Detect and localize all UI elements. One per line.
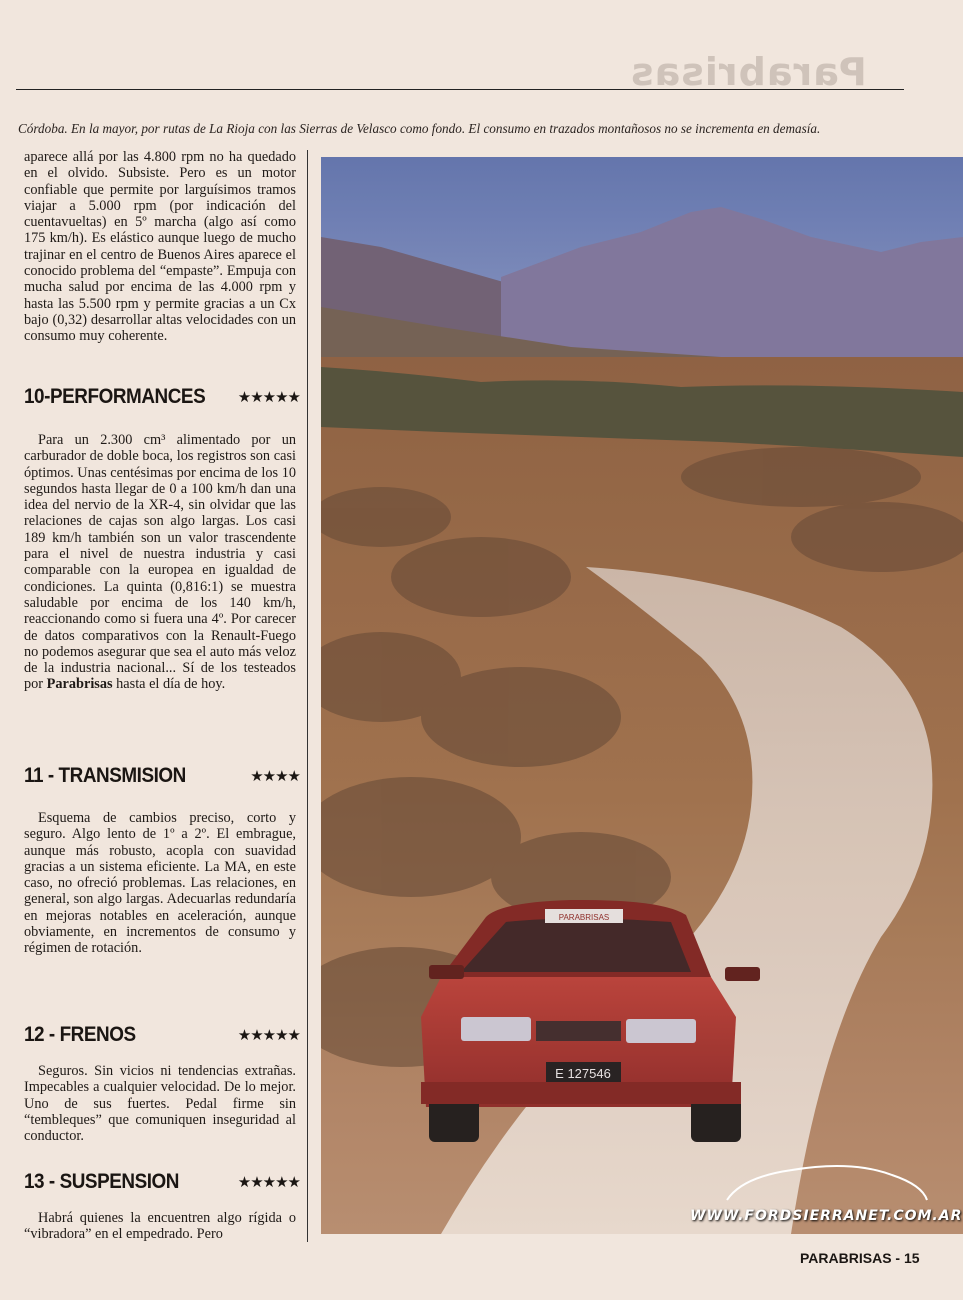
intro-paragraph (24, 149, 296, 345)
section-transmision-heading (24, 764, 300, 788)
section-performances-heading (24, 385, 300, 409)
watermark-car-outline-icon (722, 1155, 932, 1210)
photo-illustration (321, 157, 963, 1234)
section-text: Habrá quienes la encuentren algo rígida o “vibradora” en el empedrado. Pero (24, 1210, 296, 1243)
road-photo (321, 157, 963, 1234)
rating-stars: ★★★★★ (237, 1173, 300, 1191)
license-plate: E 127546 (555, 1066, 611, 1081)
performances-text-end: hasta el día de hoy. (112, 676, 226, 693)
intro-text: aparece allá por las 4.800 rpm no ha quedado en el olvido. Subsiste. Pero es un motor confiable que permite por larguísimos tramos viajar a 5.000 rpm (por indicación del cuentavueltas) en 5º marcha (algo así como 175 km/h). Es elástico aunque luego de mucho trajinar en el centro de Buenos Aires aparece el conocido problema del “empaste”. Empuja con mucha salud por encima de las 4.000 rpm y hasta las 5.500 rpm y permite gracias a un Cx bajo (0,32) desarrollar altas velocidades con un consumo muy coherente. (24, 149, 296, 345)
page-footer: PARABRISAS - 15 (800, 1250, 920, 1266)
section-suspension-heading (24, 1170, 300, 1194)
section-frenos-body (24, 1063, 296, 1144)
website-watermark: WWW.FORDSIERRANET.COM.AR (690, 1208, 963, 1224)
section-title: 13 - SUSPENSION (24, 1170, 180, 1193)
section-frenos-heading (24, 1023, 300, 1047)
column-divider (307, 150, 308, 1242)
section-performances-body (24, 432, 296, 693)
section-title: 11 - TRANSMISION (24, 764, 186, 787)
photo-caption: Córdoba. En la mayor, por rutas de La Rioja con las Sierras de Velasco como fondo. El consumo en trazados montañosos no se incrementa en demasía. (18, 121, 821, 136)
section-text: Esquema de cambios preciso, corto y seguro. Algo lento de 1º a 2º. El embrague, aunque más robusto, acopla con suavidad gracias a un sistema eficiente. La MA, en este caso, no ofreció problemas. Las relaciones, en general, son algo largas. Adecuarlas redundaría en mejoras notables en aceleración, aunque obviamente, en incrementos de consumo y régimen de rotación. (24, 810, 296, 957)
section-title: 12 - FRENOS (24, 1023, 136, 1046)
section-title: 10-PERFORMANCES (24, 385, 206, 408)
rating-stars: ★★★★ (250, 767, 300, 785)
bleed-through-logo: Parabrisas (630, 50, 867, 94)
section-text: Seguros. Sin vicios ni tendencias extrañas. Impecables a cualquier velocidad. De lo mejor. Uno de sus fuertes. Pedal firme sin “tembleques” que comuniquen inseguridad al conductor. (24, 1063, 296, 1145)
rating-stars: ★★★★★ (237, 1026, 300, 1044)
section-transmision-body (24, 810, 296, 957)
windshield-sticker: PARABRISAS (558, 913, 610, 922)
rating-stars: ★★★★★ (237, 388, 300, 406)
section-text (24, 432, 296, 693)
section-suspension-body (24, 1210, 296, 1243)
magazine-name: Parabrisas (46, 676, 113, 693)
performances-text: Para un 2.300 cm³ alimentado por un carburador de doble boca, los registros son casi óptimos. Unas centésimas por encima de los 10 segundos hasta llegar de 0 a 100 km/h dan una idea del nervio de la XR-4, sin olvidar que las relaciones de cajas son algo largas. Los casi 189 km/h también son un valor trascendente para el nivel de nuestra industria y casi comparable con la europea en igualdad de condiciones. La quinta (0,816:1) se muestra saludable por encima de los 140 km/h, reaccionando como si fuera una 4º. Por carecer de datos comparativos con la Renault-Fuego no podemos asegurar que sea el auto más veloz de la industria nacional... Sí de los testeados por (24, 432, 296, 693)
